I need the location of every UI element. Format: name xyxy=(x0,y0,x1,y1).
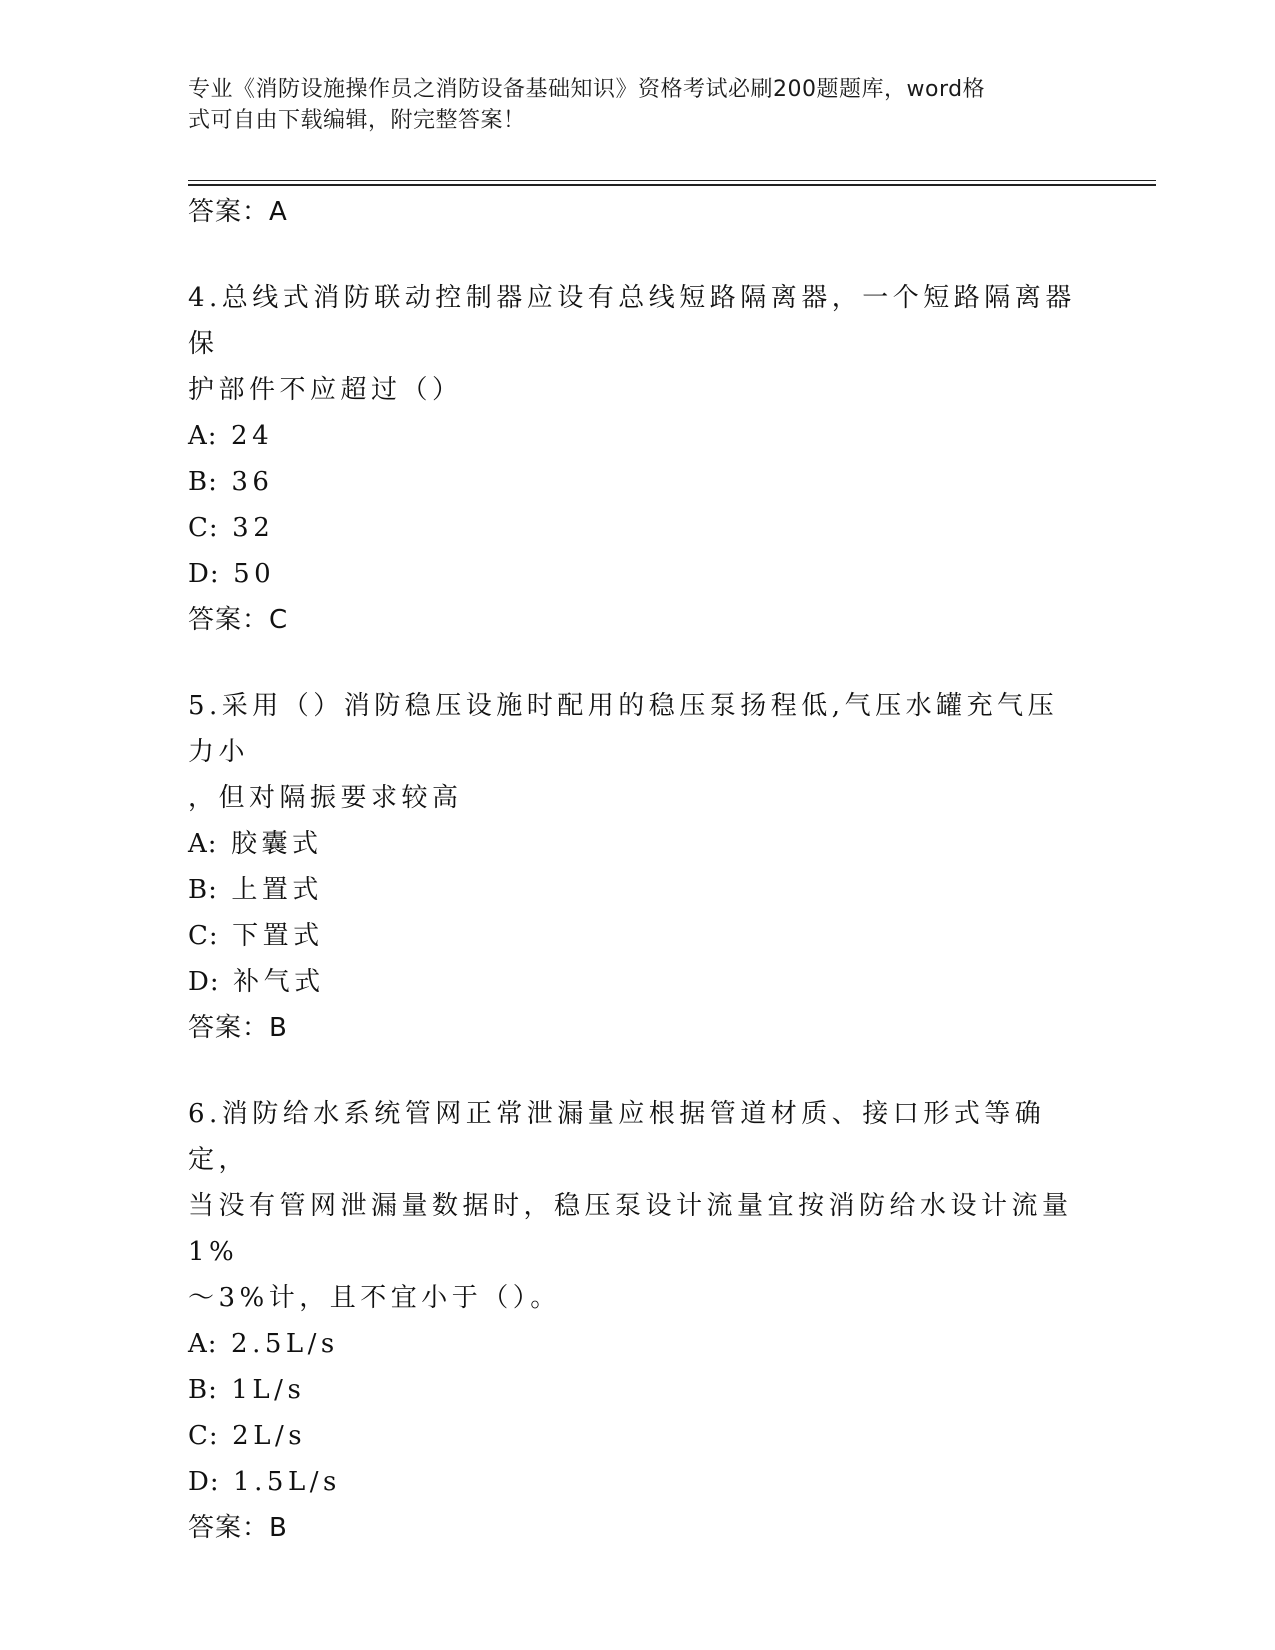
option-d: D: 50 xyxy=(188,559,276,589)
answer-line: 答案：B xyxy=(188,1513,288,1543)
question-text xyxy=(188,1091,1088,1321)
question-line: 当没有管网泄漏量数据时，稳压泵设计流量宜按消防给水设计流量1% xyxy=(188,1191,1073,1267)
option-b: B: 上置式 xyxy=(188,875,323,905)
question-line: ，但对隔振要求较高 xyxy=(188,783,463,813)
header-line-1: 专业《消防设施操作员之消防设备基础知识》资格考试必刷200题题库，word格 xyxy=(188,77,986,102)
question-line: 护部件不应超过（） xyxy=(188,375,463,405)
header-divider-thick xyxy=(188,184,1156,186)
option-b: B: 36 xyxy=(188,467,274,497)
question-line: 6.消防给水系统管网正常泄漏量应根据管道材质、接口形式等确定， xyxy=(188,1099,1046,1175)
option-a: A: 胶囊式 xyxy=(188,829,323,859)
option-c: C: 2L/s xyxy=(188,1421,307,1451)
answer-line: 答案：B xyxy=(188,1013,288,1043)
question-block xyxy=(188,1091,1088,1551)
option-a: A: 2.5L/s xyxy=(188,1329,339,1359)
option-d: D: 1.5L/s xyxy=(188,1467,341,1497)
option-c: C: 下置式 xyxy=(188,921,324,951)
question-list xyxy=(188,189,1088,1551)
header-line-2: 式可自由下载编辑，附完整答案！ xyxy=(188,108,526,133)
question-line: ～3%计，且不宜小于（）。 xyxy=(188,1283,561,1313)
option-b: B: 1L/s xyxy=(188,1375,306,1405)
option-d: D: 补气式 xyxy=(188,967,325,997)
question-line: 5.采用（）消防稳压设施时配用的稳压泵扬程低,气压水罐充气压力小 xyxy=(188,691,1059,767)
question-line: 4.总线式消防联动控制器应设有总线短路隔离器，一个短路隔离器保 xyxy=(188,283,1076,359)
question-block xyxy=(188,275,1088,643)
header-divider-thin xyxy=(188,180,1156,181)
question-text xyxy=(188,275,1088,413)
question-block xyxy=(188,683,1088,1051)
answer-line: 答案：A xyxy=(188,197,288,227)
answer-line: 答案：C xyxy=(188,605,289,635)
document-header xyxy=(188,74,1088,136)
option-c: C: 32 xyxy=(188,513,275,543)
question-text xyxy=(188,683,1088,821)
option-a: A: 24 xyxy=(188,421,274,451)
